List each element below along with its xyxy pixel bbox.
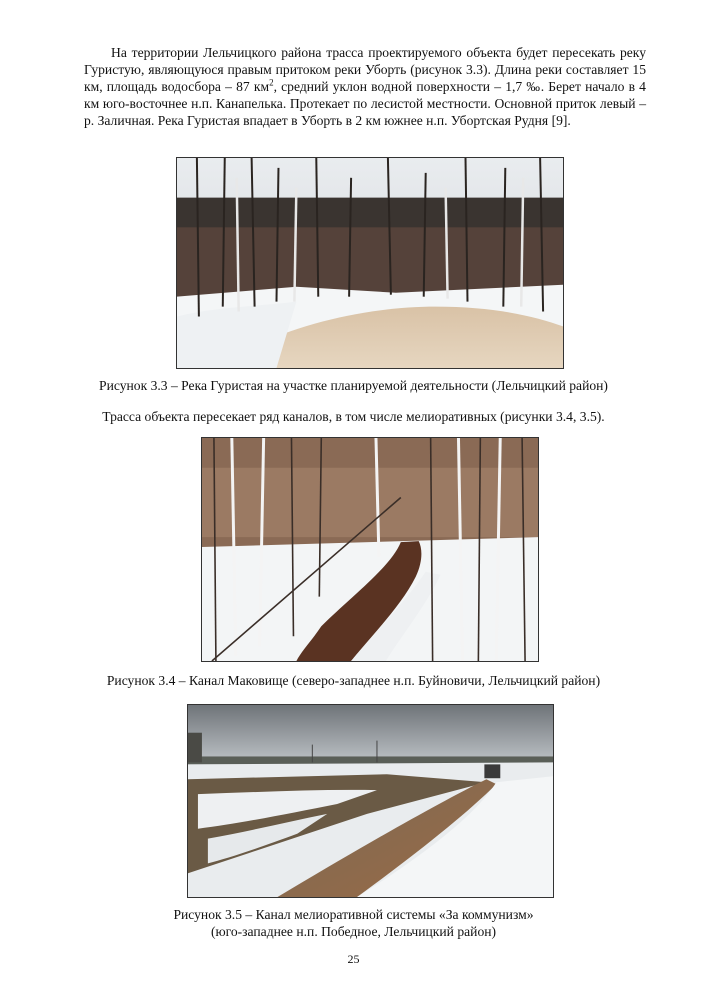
figure-3-4-caption: Рисунок 3.4 – Канал Маковище (северо-западнее н.п. Буйновичи, Лельчицкий район) [106,673,601,688]
figure-3-4-photo [201,437,539,662]
figure-3-3-caption: Рисунок 3.3 – Река Гуристая на участке планируемой деятельности (Лельчицкий район) [99,378,608,393]
body-paragraph-river [84,44,646,129]
paragraph-text-2: , средний уклон водной поверхности – 1,7 ‰. Берет начало в 4 км юго-восточнее н.п. Канапелька. Протекает по лесистой местности. Основной приток левый – р. Заличная. Река Гуристая впадает в Уборть в 2 км южнее н.п. Убортская Рудня [9]. [84,79,646,128]
figure-3-5-caption-line2: (юго-западнее н.п. Победное, Лельчицкий район) [210,924,497,939]
superscript: 2 [269,77,274,88]
body-paragraph-canals: Трасса объекта пересекает ряд каналов, в том числе мелиоративных (рисунки 3.4, 3.5). [102,409,605,424]
page-number: 25 [347,952,360,966]
figure-3-3-photo [176,157,564,369]
figure-3-5-photo [187,704,554,898]
paragraph-text-1: На территории Лельчицкого района трасса проектируемого объекта будет пересекать реку Гуристую, являющуюся правым притоком реки Уборть (рисунок 3.3). Длина реки составляет 15 км, площадь водосбора – 87 км [84,45,646,94]
figure-3-5-caption-line1: Рисунок 3.5 – Канал мелиоративной системы «За коммунизм» [173,907,534,922]
